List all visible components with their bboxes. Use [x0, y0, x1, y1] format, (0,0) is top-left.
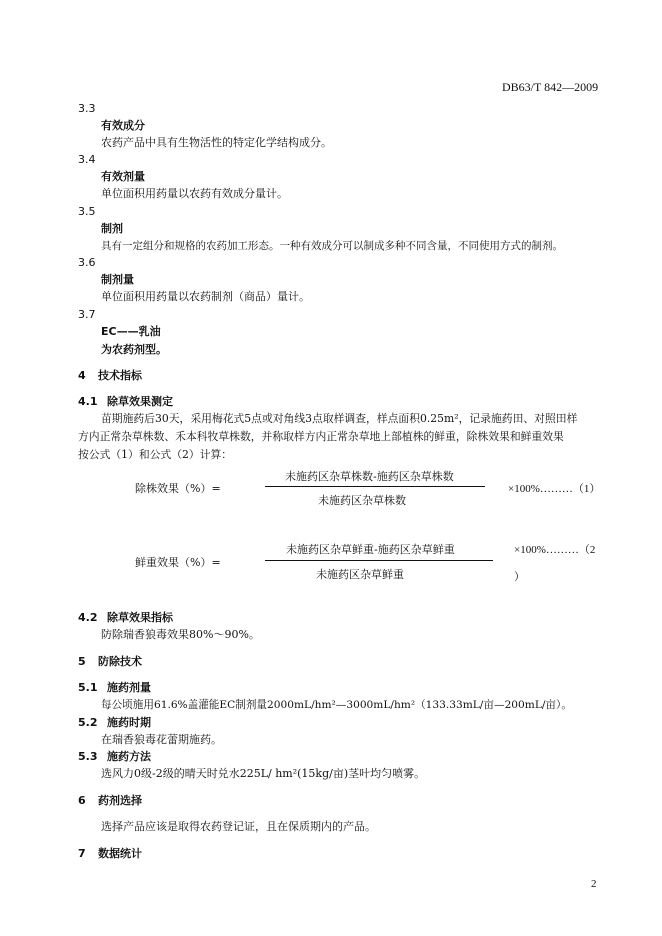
chapter-title: 药剂选择: [98, 794, 142, 807]
clause-number: 4.1: [78, 395, 98, 408]
clause-number: 3.5: [78, 205, 96, 218]
chapter-number: 7: [78, 847, 86, 860]
clause-body: 防除瑞香狼毒效果80%～90%。: [101, 628, 260, 641]
clause-number: 5.1: [78, 681, 98, 694]
formula-suffix: ×100%………（2: [514, 544, 596, 556]
term-title: EC——乳油: [101, 325, 161, 338]
formula-suffix: ×100%………（1）: [508, 483, 601, 495]
fraction-bar: [265, 486, 485, 487]
clause-title: 除草效果测定: [107, 395, 173, 408]
formula-denominator: 未施药区杂草株数: [318, 494, 406, 507]
term-definition: 具有一定组分和规格的农药加工形态。一种有效成分可以制成多种不同含量，不同使用方式的制剂。: [101, 240, 563, 252]
clause-number: 3.3: [78, 102, 96, 115]
paragraph-line: 按公式（1）和公式（2）计算：: [78, 448, 233, 461]
clause-body: 选风力0级-2级的晴天时兑水225L/ hm²(15kg/亩)茎叶均匀喷雾。: [101, 767, 426, 780]
term-title: 制剂: [101, 222, 123, 235]
clause-number: 4.2: [78, 611, 98, 624]
chapter-number: 6: [78, 794, 86, 807]
paragraph-line: 方内正常杂草株数、禾本科牧草株数，并称取样方内正常杂草地上部植株的鲜重，除株效果和鲜重效果: [78, 430, 564, 443]
formula-suffix-wrap: ）: [514, 571, 525, 583]
clause-body: 每公顷施用61.6%盖灌能EC制剂量2000mL/hm²—3000mL/hm²（133.33mL/亩—200mL/亩）。: [101, 699, 572, 711]
paragraph-line: 苗期施药后30天，采用梅花式5点或对角线3点取样调查，样点面积0.25m²，记录施药田、对照田样: [101, 412, 578, 425]
page-number: 2: [591, 878, 597, 890]
formula-label: 鲜重效果（%）=: [135, 556, 221, 569]
clause-number: 3.7: [78, 308, 96, 321]
formula-label: 除株效果（%）=: [135, 482, 221, 495]
clause-title: 除草效果指标: [107, 611, 173, 624]
clause-title: 施药剂量: [107, 681, 151, 694]
term-definition: 单位面积用药量以农药有效成分量计。: [101, 187, 288, 200]
term-title: 制剂量: [101, 273, 134, 286]
clause-number: 5.2: [78, 716, 98, 729]
chapter-number: 4: [78, 369, 86, 382]
term-title: 有效成分: [101, 119, 145, 132]
clause-number: 5.3: [78, 750, 98, 763]
chapter-title: 技术指标: [98, 369, 142, 382]
clause-number: 3.4: [78, 153, 96, 166]
chapter-title: 数据统计: [98, 847, 142, 860]
fraction-bar: [265, 560, 493, 561]
clause-title: 施药时期: [107, 716, 151, 729]
term-definition: 为农药剂型。: [101, 343, 167, 356]
formula-numerator: 未施药区杂草鲜重-施药区杂草鲜重: [286, 543, 455, 556]
term-title: 有效剂量: [101, 170, 145, 183]
term-definition: 单位面积用药量以农药制剂（商品）量计。: [101, 290, 310, 303]
chapter-title: 防除技术: [98, 655, 142, 668]
clause-number: 3.6: [78, 256, 96, 269]
clause-title: 施药方法: [107, 750, 151, 763]
formula-denominator: 未施药区杂草鲜重: [316, 568, 404, 581]
clause-body: 选择产品应该是取得农药登记证，且在保质期内的产品。: [101, 820, 376, 833]
formula-numerator: 未施药区杂草株数-施药区杂草株数: [285, 470, 454, 483]
chapter-number: 5: [78, 655, 86, 668]
standard-code: DB63/T 842—2009: [502, 80, 599, 94]
clause-body: 在瑞香狼毒花蕾期施药。: [101, 733, 222, 746]
term-definition: 农药产品中具有生物活性的特定化学结构成分。: [101, 136, 332, 149]
